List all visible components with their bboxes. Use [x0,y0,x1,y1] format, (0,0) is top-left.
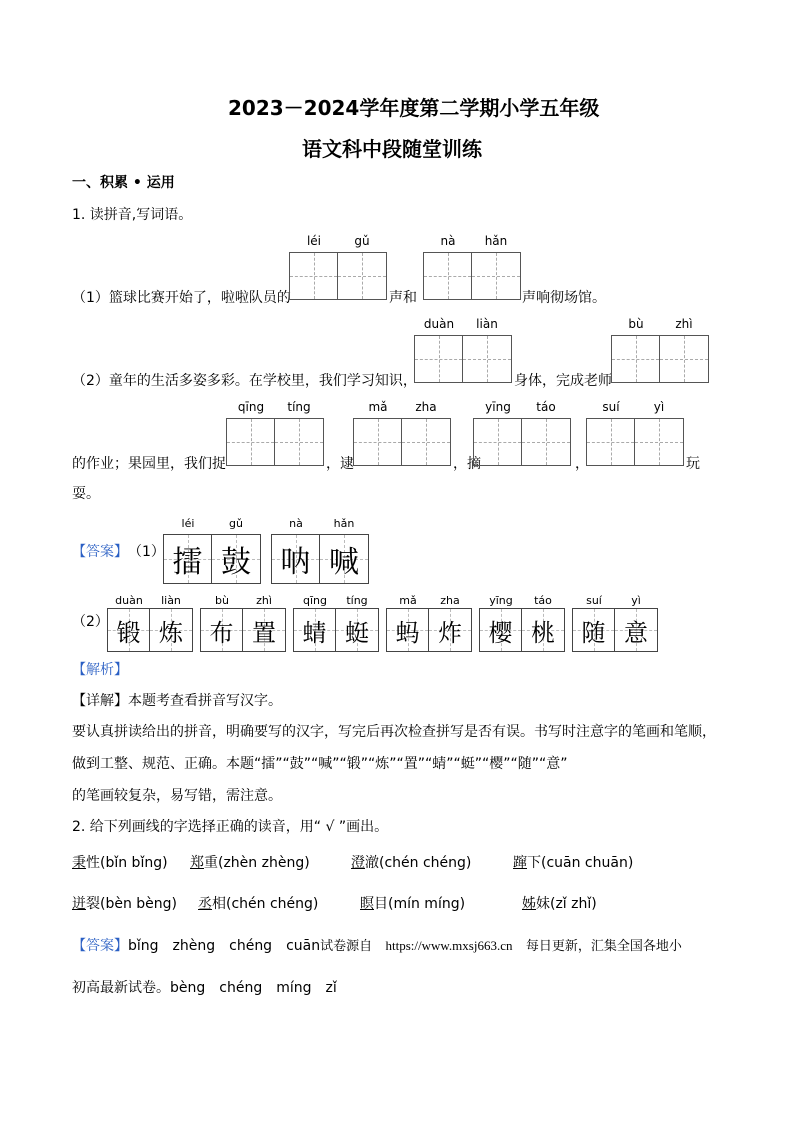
sentence-text: 的作业；果园里，我们捉 [72,456,226,472]
underlined-char: 瞑 [360,896,374,912]
sentence-text: 声响彻场馆。 [522,290,606,306]
pinyin: zha [415,400,437,414]
pinyin: táo [536,400,556,414]
answer-part-label: （1） [128,544,165,560]
answer-label: 【答案】 [72,938,128,954]
pinyin: liàn [161,594,181,607]
pinyin: bù [215,594,229,607]
section-heading: 一、积累 • 运用 [72,175,175,191]
sentence-text: ， [575,456,589,472]
pinyin: liàn [476,317,498,331]
page-subtitle: 语文科中段随堂训练 [302,137,482,161]
pinyin: hǎn [333,517,355,530]
answer-char: 喊 [329,545,359,580]
underlined-char: 蹿 [513,855,527,871]
detail-text: 本题考查看拼音写汉字。 [128,693,282,709]
answer-char: 随 [581,618,606,647]
option-text: 目(mín míng) [374,896,466,912]
answer-text: 初高最新试卷。bèng chéng míng zǐ [72,980,337,996]
pinyin: mǎ [368,400,388,414]
writing-grid[interactable] [226,418,324,466]
sentence-text: 耍。 [72,486,100,502]
question-1-prompt: 1. 读拼音,写词语。 [72,207,193,223]
option-text: 裂(bèn bèng) [86,896,178,912]
underlined-char: 姊 [522,896,536,912]
reading-option[interactable] [522,894,597,914]
option-text: 下(cuān chuān) [527,855,634,871]
reading-option[interactable] [72,894,177,914]
pinyin: duàn [115,594,143,607]
answer-part-label: （2） [72,614,109,630]
answer-grid [293,608,379,652]
option-text: 妹(zǐ zhǐ) [536,896,597,912]
pinyin: yì [631,594,641,607]
pinyin: bù [628,317,644,331]
pinyin: qīng [303,594,327,607]
answer-grid [107,608,193,652]
pinyin: tíng [346,594,368,607]
answer-char: 置 [252,618,276,647]
underlined-char: 澄 [351,855,365,871]
pinyin: léi [306,234,322,248]
reading-option[interactable] [72,853,168,873]
pinyin: suí [586,594,602,607]
answer-grid [163,534,261,584]
writing-grid[interactable] [289,252,387,300]
detail-label: 【详解】 [72,693,128,709]
pinyin: zhì [675,317,693,331]
sentence-text: ，摘 [453,456,481,472]
pinyin: suí [602,400,620,414]
answer-grid [386,608,472,652]
answer-grid [572,608,658,652]
option-text: 重(zhèn zhèng) [204,855,310,871]
pinyin: mǎ [399,594,417,607]
answer-char: 擂 [172,545,203,580]
answer-grid [200,608,286,652]
answer-char: 呐 [280,545,311,580]
answer-2-line [72,936,682,957]
question-2-prompt: 2. 给下列画线的字选择正确的读音，用“ √ ”画出。 [72,819,389,835]
reading-option[interactable] [360,894,465,914]
pinyin: nà [440,234,456,248]
pinyin: duàn [423,317,455,331]
answer-text: bǐng zhèng chéng cuān [128,938,321,954]
pinyin: gǔ [354,234,370,248]
pinyin: yīng [489,594,513,607]
writing-grid[interactable] [586,418,684,466]
option-text: 澈(chén chéng) [365,855,472,871]
sentence-text: 声和 [389,290,417,306]
pinyin: gǔ [229,517,243,530]
option-text: 相(chén chéng) [212,896,319,912]
analysis-label: 【解析】 [72,662,128,678]
reading-option[interactable] [513,853,633,873]
reading-option[interactable] [190,853,310,873]
answer-char: 蚂 [395,618,420,647]
detail-line [72,691,282,711]
sentence-text: （2）童年的生活多姿多彩。在学校里，我们学习知识， [72,373,417,389]
pinyin: táo [534,594,552,607]
underlined-char: 丞 [198,896,212,912]
sentence-text: （1）篮球比赛开始了，啦啦队员的 [72,290,291,306]
answer-char: 蜓 [345,618,369,647]
pinyin: léi [181,517,195,530]
answer-char: 炸 [438,618,462,647]
pinyin: zhì [256,594,272,607]
detail-text: 的笔画较复杂，易写错，需注意。 [72,788,282,804]
sentence-text: ，逮 [326,456,354,472]
answer-char: 樱 [488,618,513,647]
source-note: 每日更新，汇集全国各地小 [525,939,682,954]
underlined-char: 秉 [72,855,86,871]
pinyin: yīng [485,400,511,414]
underlined-char: 郑 [190,855,204,871]
answer-char: 布 [209,618,234,647]
answer-label: 【答案】 [72,544,128,560]
page-title: 2023－2024学年度第二学期小学五年级 [228,96,600,120]
reading-option[interactable] [351,853,471,873]
writing-grid[interactable] [473,418,571,466]
pinyin: zha [440,594,460,607]
option-text: 性(bǐn bǐng) [86,855,168,871]
pinyin: yì [653,400,665,414]
detail-text: 做到工整、规范、正确。本题“擂”“鼓”“喊”“锻”“炼”“置”“蜻”“蜓”“樱”“随”“意” [72,756,568,772]
pinyin: qīng [237,400,265,414]
source-url[interactable]: https://www.mxsj663.cn [385,938,513,953]
answer-char: 桃 [531,618,555,647]
writing-grid[interactable] [414,335,512,383]
answer-grid [271,534,369,584]
writing-grid[interactable] [353,418,451,466]
sentence-text: 身体，完成老师 [514,373,612,389]
answer-grid [479,608,565,652]
detail-text: 要认真拼读给出的拼音，明确要写的汉字，写完后再次检查拼写是否有误。书写时注意字的笔画和笔顺， [72,724,716,740]
writing-grid[interactable] [611,335,709,383]
pinyin: hǎn [484,234,508,248]
answer-char: 炼 [159,618,183,647]
underlined-char: 迸 [72,896,86,912]
source-note: 试卷源自 [320,939,373,954]
answer-char: 蜻 [302,618,327,647]
answer-char: 意 [624,618,648,647]
answer-char: 鼓 [221,545,251,580]
pinyin: tíng [287,400,311,414]
pinyin: nà [289,517,303,530]
reading-option[interactable] [198,894,318,914]
writing-grid[interactable] [423,252,521,300]
sentence-text: 玩 [686,456,700,472]
answer-char: 锻 [116,618,141,647]
